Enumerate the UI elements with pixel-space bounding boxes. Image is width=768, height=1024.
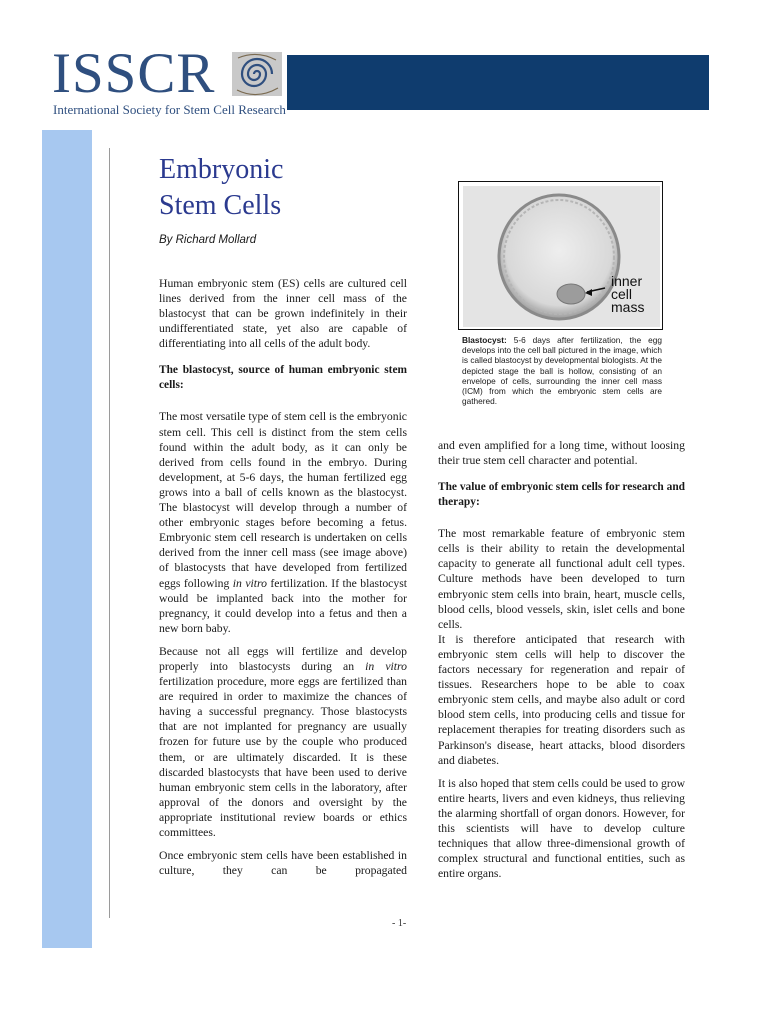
header-bar — [287, 55, 709, 110]
vertical-rule — [109, 148, 110, 918]
title-line-2: Stem Cells — [159, 190, 282, 221]
paragraph-anticipated: It is therefore anticipated that research with embryonic stem cells will help to discover the factors necessary for regeneration and repair of tissues. Researchers hope to be able to coax embryonic stem cells, and maybe also adult or cord blood stem cells, into producing cells and tissue for replacement therapies for treating disorders such as Parkinson's disease, heart attacks, blood disorders and diabetes. — [438, 632, 685, 767]
figure-caption: Blastocyst: 5-6 days after fertilization, the egg develops into the cell ball pictured in the image, which is called blastocyst by developmental biologists. At the depicted stage the ball is hollow, consisting of an envelope of cells, surrounding the inner cell mass (ICM) from which the embryonic stem cells are gathered. — [462, 335, 662, 407]
swirl-emblem-icon — [232, 52, 282, 96]
label-mass: mass — [611, 299, 645, 315]
right-column — [438, 438, 685, 889]
sidebar-accent — [42, 130, 92, 948]
society-tagline: International Society for Stem Cell Research — [53, 102, 286, 117]
paragraph-propagated: Once embryonic stem cells have been established in culture, they can be propagated — [159, 849, 407, 878]
paragraph-remarkable: The most remarkable feature of embryonic stem cells is their ability to retain the developmental capacity to generate all functional adult cell types. Culture methods have been developed to turn embryonic stem cells into brain, heart, muscle cells, blood cells, blood vessels, skin, islet cells and bone cells. — [438, 527, 685, 631]
byline: By Richard Mollard — [159, 234, 257, 246]
intro-paragraph: Human embryonic stem (ES) cells are cultured cell lines derived from the inner cell mass of the blastocyst that can be grown indefinitely in their undifferentiated state, yet also are capable of differentiating into all cells of the adult body. — [159, 277, 407, 351]
label-inner: inner — [611, 273, 643, 289]
article-title — [159, 152, 419, 224]
paragraph-amplified: and even amplified for a long time, without loosing their true stem cell character and potential. — [438, 439, 685, 468]
paragraph-versatile: The most versatile type of stem cell is the embryonic stem cell. This cell is distinct from the stem cells found within the adult body, as it can only be derived from cells found in the embryo. During development, at 5-6 days, the human fertilized egg grows into a ball of cells known as the blastocyst. The blastocyst will develop through a number of other embryonic stages before becoming a fetus. Embryonic stem cell research is undertaken on cells derived from the inner cell mass (see image above) of blastocysts that have developed from fertilized eggs following in vitro fertilization. If the blastocyst would be implanted back into the mother for pregnancy, it could develop into a fetus and then a new born baby. — [159, 410, 408, 635]
left-column — [159, 276, 407, 886]
section-heading-blastocyst: The blastocyst, source of human embryonic stem cells: — [159, 364, 407, 392]
page-number: - 1- — [392, 918, 407, 929]
paragraph-discarded: Because not all eggs will fertilize and develop properly into blastocysts during an in vitro fertilization procedure, more eggs are fertilized than are required in order to maximize the chances of having a successful pregnancy. Those blastocysts that are not implanted for pregnancy are usually frozen for future use by the couple who produced them, or are ultimately discarded. It is these discarded blastocysts that have been used to derive human embryonic stem cells in the laboratory, after approval of the donors and oversight by the appropriate institutional review boards or ethics committees. — [159, 644, 407, 839]
paragraph-organs: It is also hoped that stem cells could be used to grow entire hearts, livers and even kidneys, thus relieving the alarming shortfall of organ donors. However, for this scientists will have to develop culture techniques that allow three-dimensional growth of complex structural and functional entities, such as entire organs. — [438, 776, 686, 881]
title-line-1: Embryonic — [159, 154, 284, 185]
label-cell: cell — [611, 286, 633, 302]
blastocyst-figure — [458, 181, 663, 330]
section-heading-value: The value of embryonic stem cells for research and therapy: — [438, 481, 685, 509]
isscr-logo-text: ISSCR — [52, 42, 216, 105]
blastocyst-image — [459, 182, 664, 331]
